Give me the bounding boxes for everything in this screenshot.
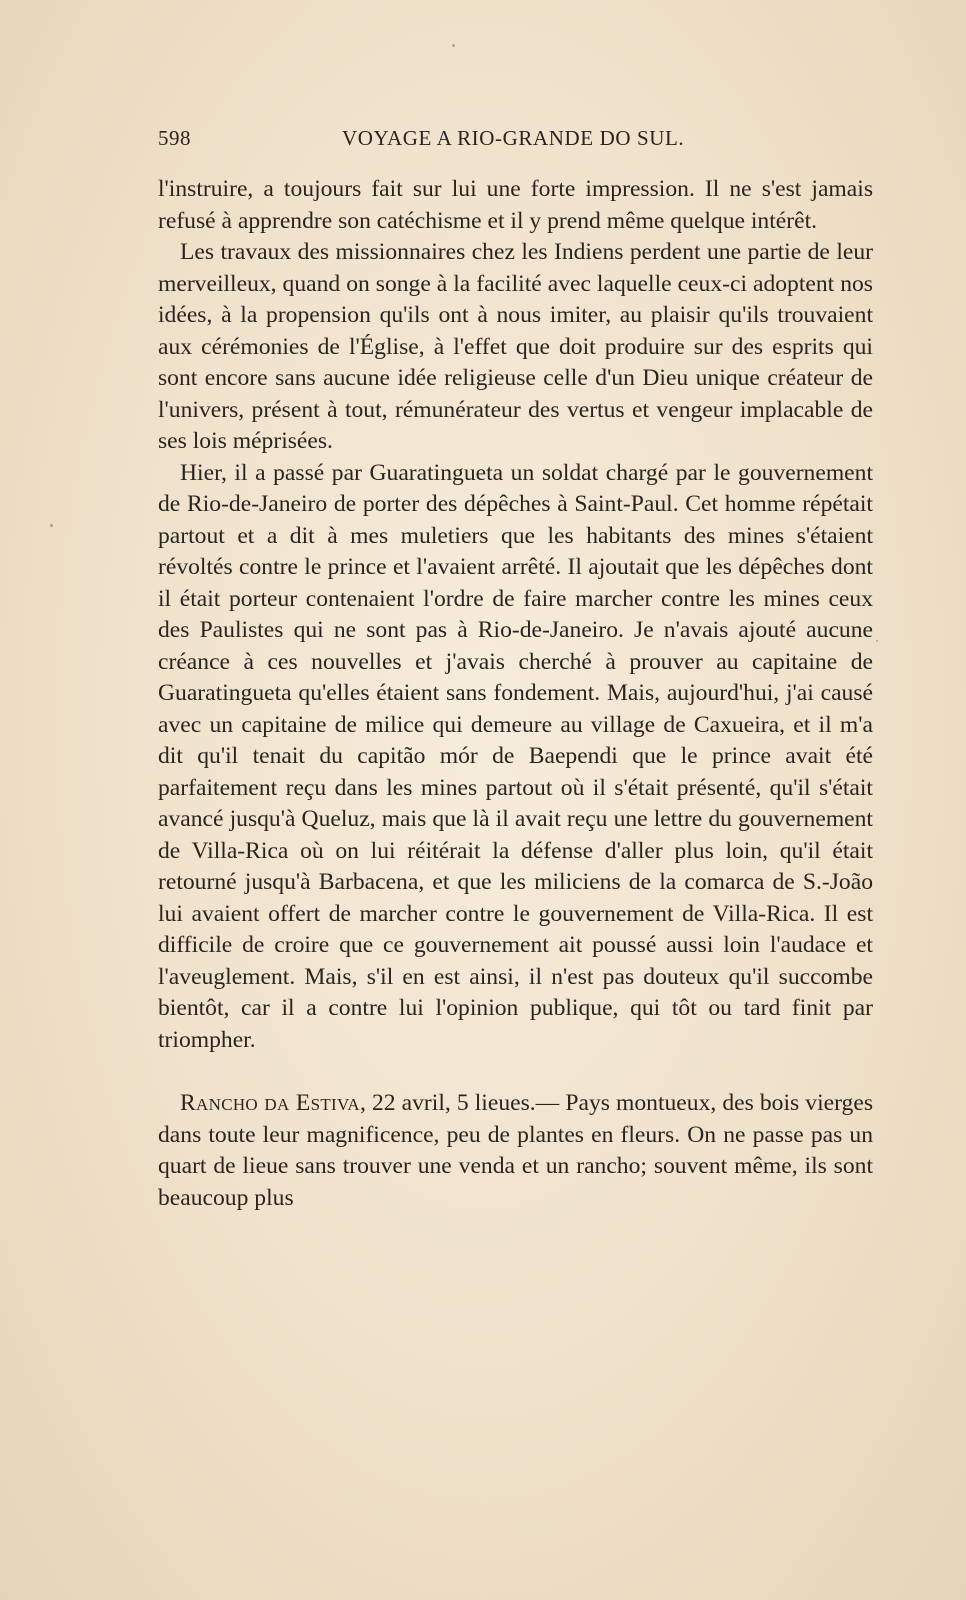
page-number: 598	[158, 126, 191, 150]
paper-speck	[452, 44, 455, 47]
paragraph-soldier-news: Hier, il a passé par Guaratingueta un soldat chargé par le gouvernement de Rio-de-Janeiro de porter des dépêches à Saint-Paul. Cet homme répétait partout et a dit à mes muletiers que les habitants des mines s'étaient révoltés contre le prince et l'avaient arrêté. Il ajoutait que les dépêches dont il était porteur contenaient l'ordre de faire marcher contre les mines ceux des Paulistes qui ne sont pas à Rio-de-Janeiro. Je n'avais ajouté aucune créance à ces nouvelles et j'avais cherché à prouver au capitaine de Guaratingueta qu'elles étaient sans fondement. Mais, aujourd'hui, j'ai causé avec un capitaine de milice qui demeure au village de Caxueira, et il m'a dit qu'il tenait du capitão mór de Baependi que le prince avait été parfaitement reçu dans les mines partout où il s'était présenté, qu'il s'était avancé jusqu'à Queluz, mais que là il avait reçu une lettre du gouvernement de Villa-Rica où on lui réitérait la défense d'aller plus loin, qu'il était retourné jusqu'à Barbacena, et que les miliciens de la comarca de S.-João lui avaient offert de marcher contre le gouvernement de Villa-Rica. Il est difficile de croire que ce gouvernement ait poussé aussi loin l'audace et l'aveuglement. Mais, s'il en est ainsi, il n'est pas douteux qu'il succombe bientôt, car il a contre lui l'opinion publique, qui tôt ou tard finit par triompher.	[158, 459, 873, 1053]
body-text	[158, 174, 873, 1214]
entry-place: Rancho da Estiva	[180, 1090, 360, 1116]
entry-text: , 22 avril, 5 lieues.— Pays montueux, des bois vierges dans toute leur magnificence, peu de plantes en fleurs. On ne passe pas un quart de lieue sans trouver une venda et un rancho; souvent même, ils sont beaucoup plus	[158, 1090, 874, 1211]
paper-speck	[50, 524, 53, 527]
running-head	[158, 126, 873, 156]
paragraph-missionaries: Les travaux des missionnaires chez les Indiens perdent une partie de leur merveilleux, quand on songe à la facilité avec laquelle ceux-ci adoptent nos idées, à la propension qu'ils ont à nous imiter, au plaisir qu'ils trouvaient aux cérémonies de l'Église, à l'effet que doit produire sur des esprits qui sont encore sans aucune idée religieuse celle d'un Dieu unique créateur de l'univers, présent à tout, rémunérateur des vertus et vengeur implacable de ses lois méprisées.	[158, 239, 873, 454]
paragraph-continued: l'instruire, a toujours fait sur lui une forte impression. Il ne s'est jamais refusé à apprendre son catéchisme et il y prend même quelque intérêt.	[158, 176, 873, 234]
journal-entry	[158, 1088, 873, 1214]
paper-speck	[876, 640, 878, 642]
running-title: VOYAGE A RIO-GRANDE DO SUL.	[342, 126, 685, 150]
